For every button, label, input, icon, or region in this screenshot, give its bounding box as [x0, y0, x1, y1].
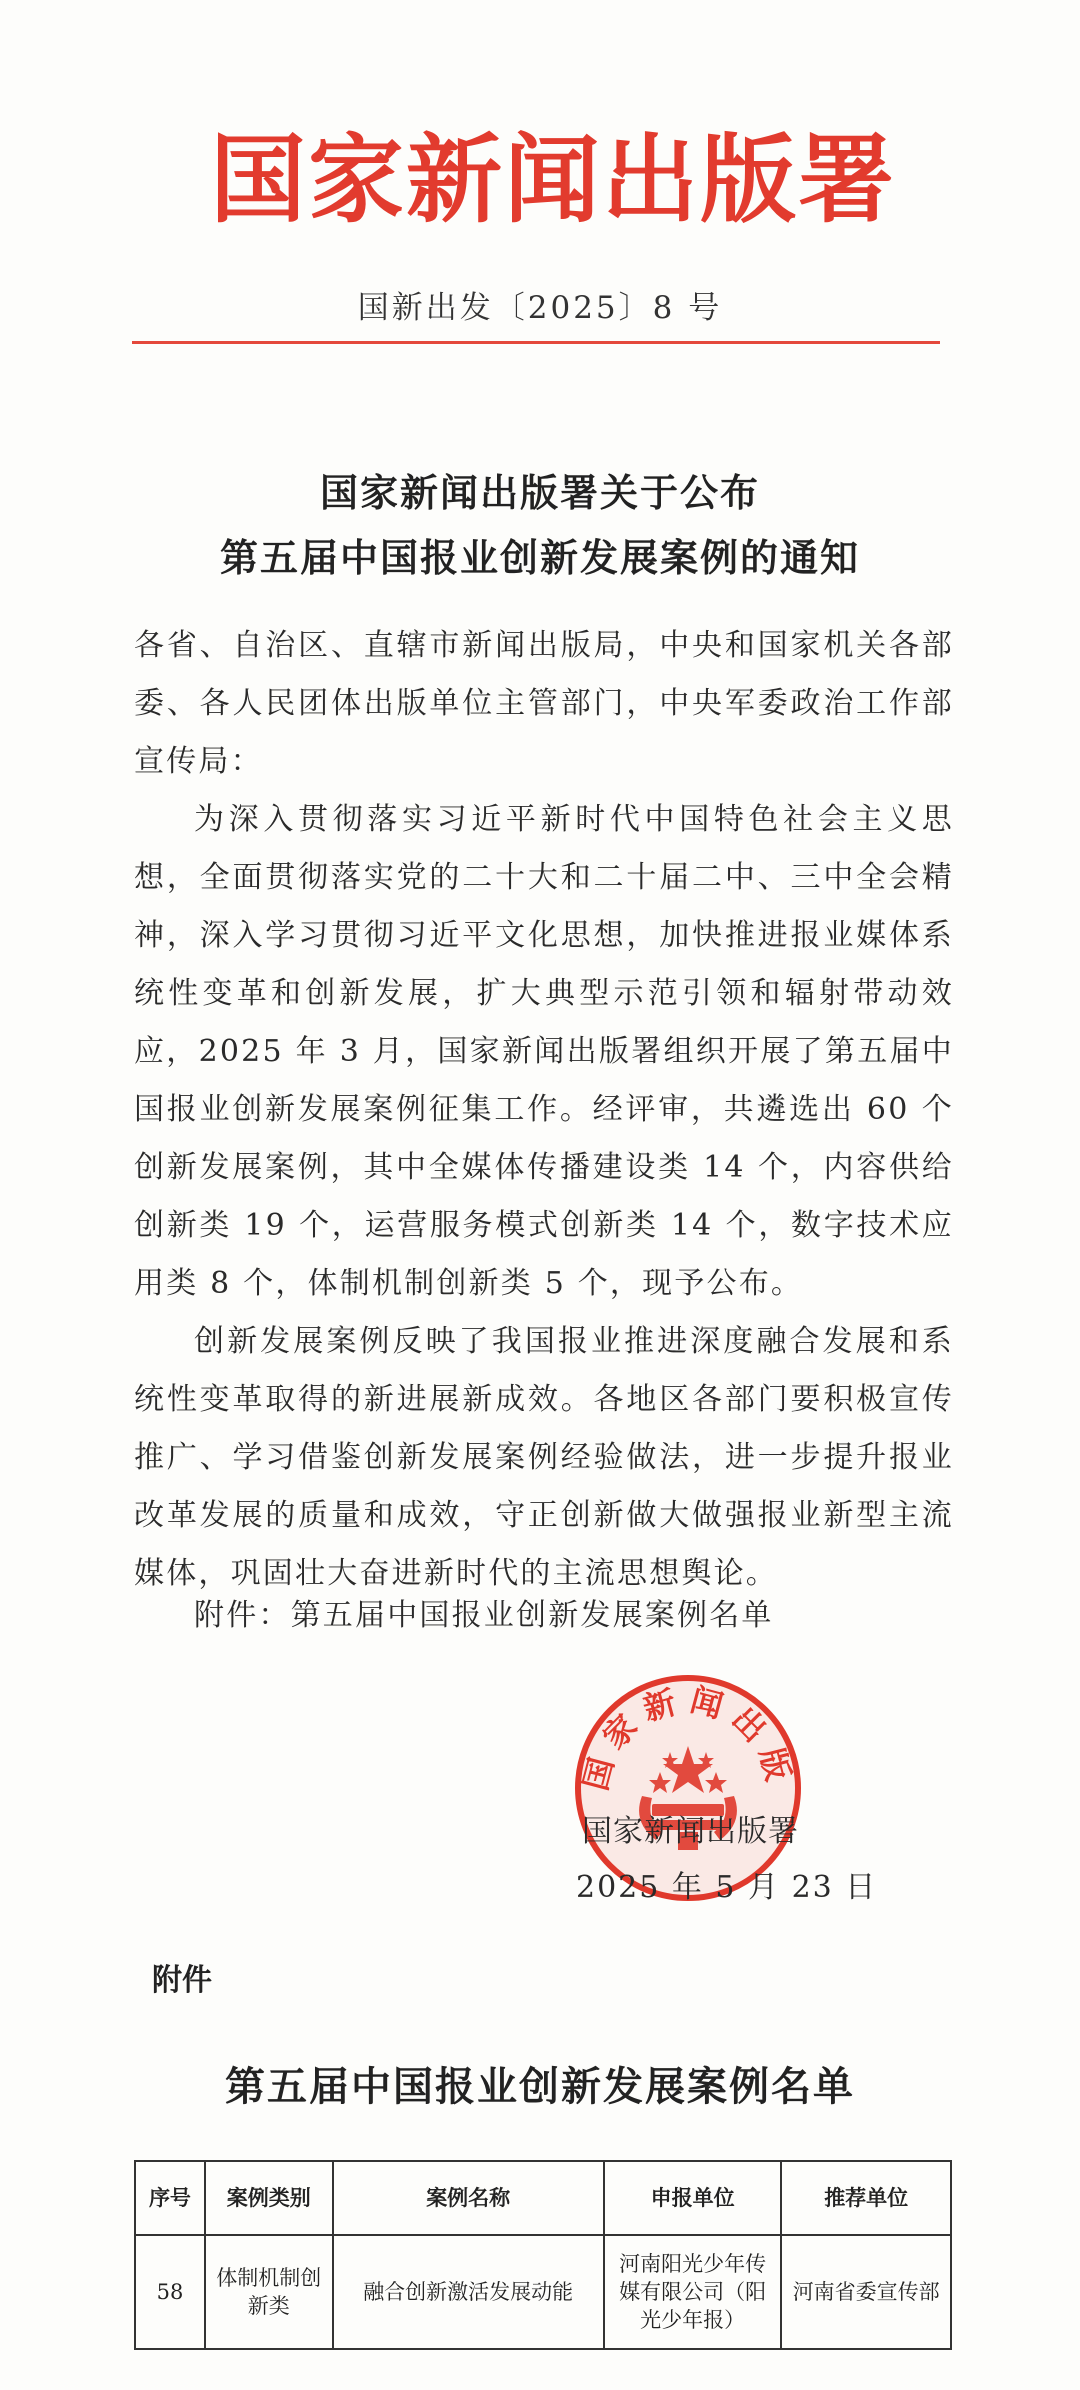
header-applicant: 申报单位: [604, 2161, 782, 2235]
attachment-line: 附件：第五届中国报业创新发展案例名单: [194, 1598, 774, 1633]
cell-applicant: 河南阳光少年传媒有限公司（阳光少年报）: [604, 2235, 782, 2349]
notice-title-line2: 第五届中国报业创新发展案例的通知: [219, 535, 860, 580]
agency-title: 国家新闻出版署: [210, 123, 896, 236]
cell-recommender: 河南省委宣传部: [781, 2235, 951, 2349]
cell-category: 体制机制创新类: [205, 2235, 333, 2349]
signing-agency: 国家新闻出版署: [582, 1814, 799, 1849]
header-no: 序号: [135, 2161, 205, 2235]
cell-no: 58: [135, 2235, 205, 2349]
addressee-paragraph: 各省、自治区、直辖市新闻出版局，中央和国家机关各部委、各人民团体出版单位主管部门，中央军委政治工作部宣传局：: [134, 628, 954, 779]
red-divider-line: [132, 341, 940, 344]
svg-text:国家新闻出版: 国家新闻出版: [576, 1680, 800, 1795]
body-paragraph-1: 为深入贯彻落实习近平新时代中国特色社会主义思想，全面贯彻落实党的二十大和二十届二中、三中全会精神，深入学习贯彻习近平文化思想，加快推进报业媒体系统性变革和创新发展，扩大典型示范引领和辐射带动效应，2025 年 3 月，国家新闻出版署组织开展了第五届中国报业创新发展案例征集工作。经评审，共遴选出 60 个创新发展案例，其中全媒体传播建设类 14 个，内容供给创新类 19 个，运营服务模式创新类 14 个，数字技术应用类 8 个，体制机制创新类 5 个，现予公布。: [134, 802, 954, 1301]
header-recommender: 推荐单位: [781, 2161, 951, 2235]
cell-case-name: 融合创新激活发展动能: [333, 2235, 604, 2349]
case-list-table: [134, 2160, 952, 2350]
annex-list-title: 第五届中国报业创新发展案例名单: [225, 2063, 855, 2110]
header-category: 案例类别: [205, 2161, 333, 2235]
notice-title-line1: 国家新闻出版署关于公布: [319, 470, 760, 515]
notice-body: [134, 617, 954, 1603]
signing-date: 2025 年 5 月 23 日: [576, 1870, 878, 1905]
header-case-name: 案例名称: [333, 2161, 604, 2235]
annex-label: 附件: [152, 1963, 212, 1998]
document-number: 国新出发〔2025〕8 号: [357, 290, 723, 326]
table-header-row: [135, 2161, 951, 2235]
table-row: [135, 2235, 951, 2349]
body-paragraph-2: 创新发展案例反映了我国报业推进深度融合发展和系统性变革取得的新进展新成效。各地区各部门要积极宣传推广、学习借鉴创新发展案例经验做法，进一步提升报业改革发展的质量和成效，守正创新做大做强报业新型主流媒体，巩固壮大奋进新时代的主流思想舆论。: [134, 1324, 954, 1591]
